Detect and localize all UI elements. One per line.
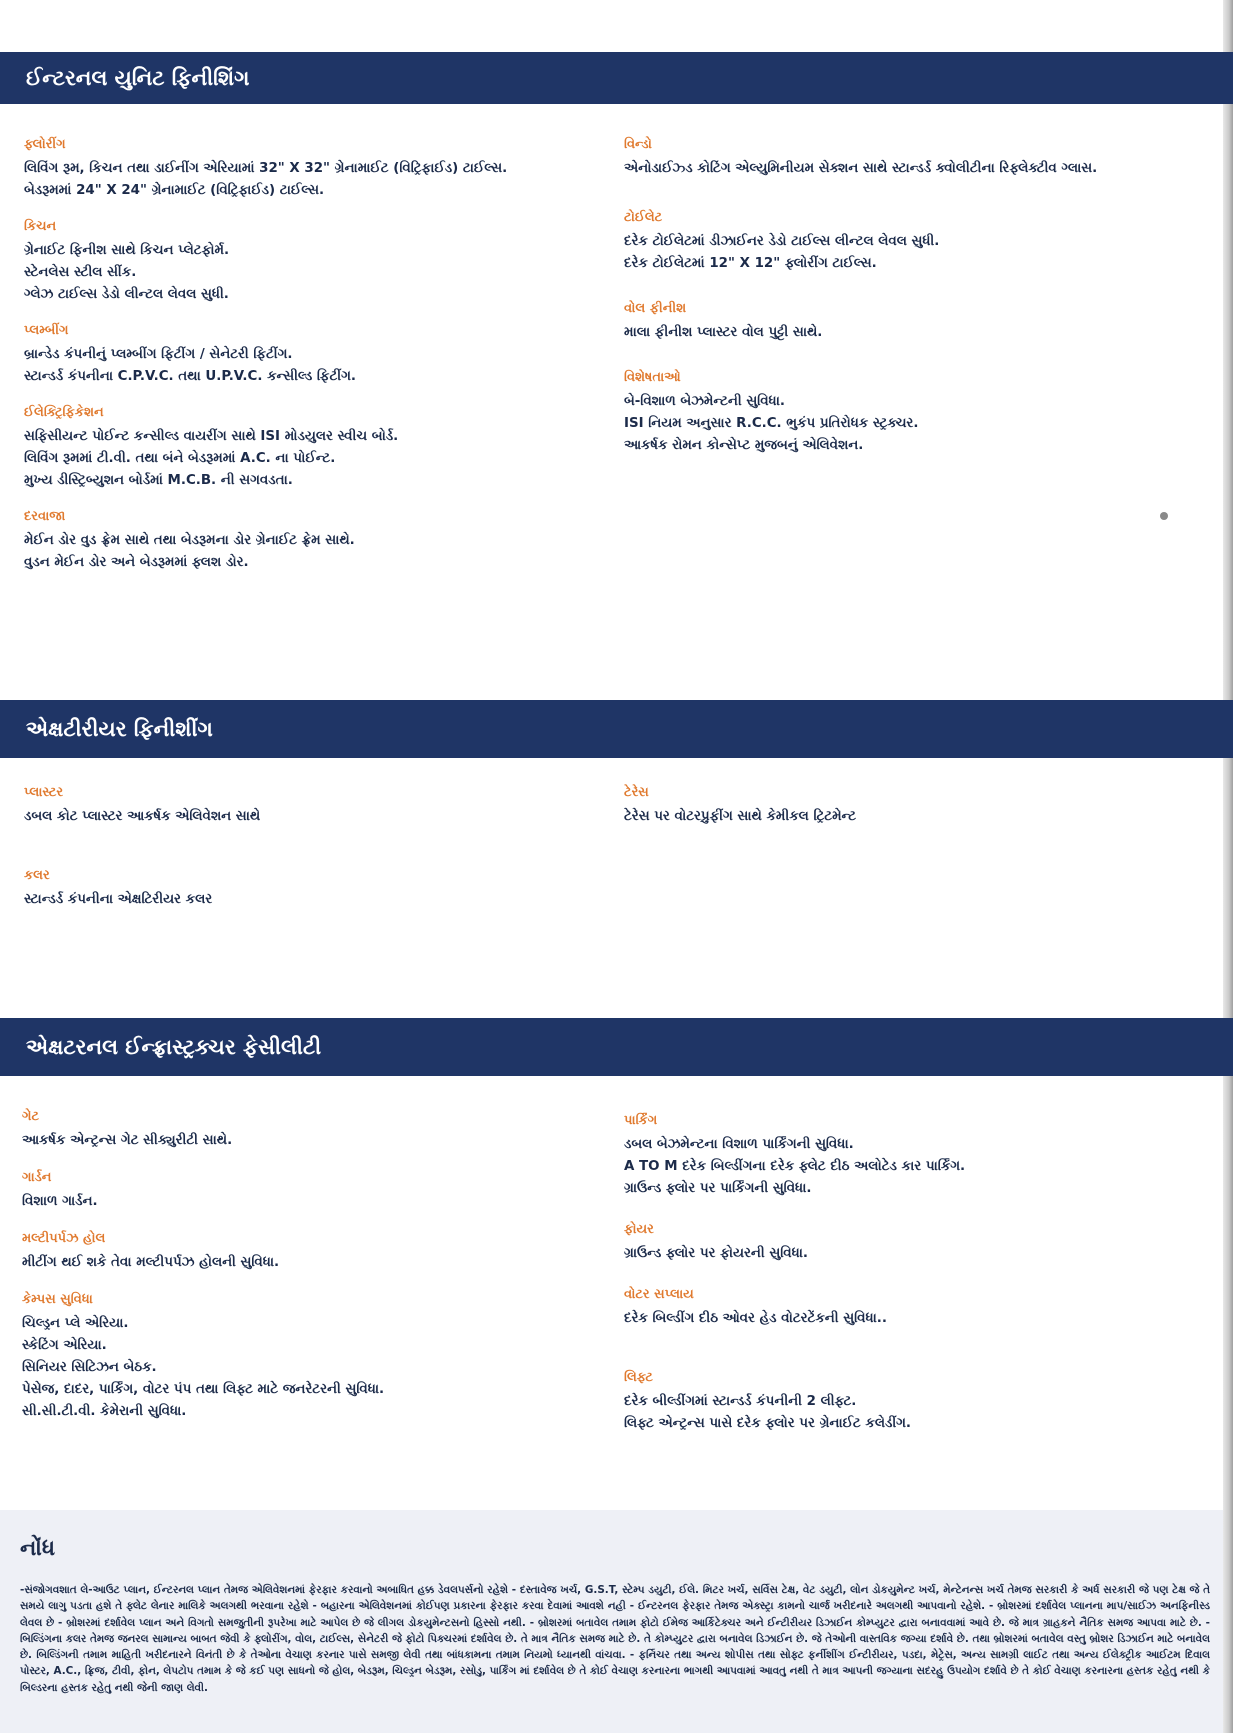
spec-line: દરેક બીલ્ડીંગમાં સ્ટાન્ડર્ડ કંપનીની 2 લીફ્ટ. [624, 1394, 857, 1409]
spec-line: બેડરૂમમાં 24" X 24" ગ્રેનામાઈટ (વિટ્રિફાઈડ) ટાઈલ્સ. [24, 183, 325, 198]
spec-heading: પ્લમ્બીંગ [24, 323, 69, 338]
page-edge-shadow [1223, 0, 1233, 1733]
external-infrastructure-right-column [624, 1113, 965, 1452]
spec-line: મુખ્ય ડીસ્ટ્રિબ્યુશન બોર્ડમાં M.C.B. ની સગવડતા. [24, 473, 293, 488]
spec-item-wall-finish [624, 301, 1097, 344]
spec-heading: પાર્કિંગ [624, 1113, 658, 1128]
spec-heading: મલ્ટીપર્પઝ હોલ [22, 1231, 106, 1246]
paper-speck [1160, 512, 1168, 520]
section-title: એક્ષટરનલ ઈન્ફ્રાસ્ટ્રક્ચર ફેસીલીટી [26, 1034, 322, 1059]
spec-item-plumbing [24, 323, 507, 388]
notes-body: -સંજોગવશાત લે-આઉટ પ્લાન, ઈન્ટરનલ પ્લાન તેમજ એલિવેશનમાં ફેરફાર કરવાનો અબાધિત હક્ક ડેવલપર્સનો રહેશે - દસ્તાવેજ ખર્ચ, G.S.T, સ્ટેમ્પ ડયુટી, ઈલે. મિટર ખર્ચ, સર્વિસ ટેક્ષ, વેટ ડયુટી, લોન ડોકયુમેન્ટ ખર્ચ, મેન્ટેનન્સ ખર્ચ તેમજ સરકારી કે અર્ધ સરકારી જે પણ ટેક્ષ જે તે સમયે લાગુ પડતા હશે તે ફ્લેટ લેનાર માલિકે અલગથી ભરવાના રહેશે - બહારના એલિવેશનમાં કોઈપણ પ્રકારના ફેરફાર કરવા દેવામાં આવશે નહી - ઈન્ટરનલ ફેરફાર તેમજ એક્સ્ટ્રા કામનો ચાર્જ ખરીદનારે અલગથી આપવાનો રહેશે. - બ્રોશરમાં દર્શાવેલ પ્લાનના માપ/સાઈઝ અનફિનીસ્ડ લેવલ છે - બ્રોશરમાં દર્શાવેલ પ્લાન અને વિગતો સમજુતીની રૂપરેખા માટે આપેલ છે જે લીગલ ડોકયુમેન્ટસનો હિસ્સો નથી. - બ્રોશરમાં બતાવેલ તમામ ફોટો ઈમેજ આર્કિટેક્ચર અને ઈન્ટીરીયર ડિઝાઈન કોમ્પ્યુટર દ્વારા બનાવવામાં આવે છે. જે માત્ર ગ્રાહકને નૈતિક સમજ આપવા માટે છે. - બિલ્ડિંગના કલર તેમજ જનરલ સામાન્ય બાબત જેવી કે ફ્લોરીંગ, વોલ, ટાઈલ્સ, સેનેટરી જે ફોટો પિક્ચરમાં દર્શાવેલ છે. તે માત્ર નૈતિક સમજ માટે છે. તે કોમ્પ્યુટર દ્વારા બનાવેલ ડિઝાઈન છે. જે તેઓની વાસ્તવિક જગ્યા દર્શાવે છે. તથા બ્રોશરમાં બતાવેલ વસ્તુ બ્રોશર ડિઝાઈન માટે બનાવેલ છે. બિલ્ડિંગની તમામ માહિતી ખરીદનારને વિનંતી છે કે તેઓના વેચાણ કરનાર પાસે સમજી લેવી તથા બાંધકામના તમામ નિયમો ધ્યાનથી વાંચવા. - ફર્નિચર તથા અન્ય શોપીસ તથા સોફ્ટ ફર્નીશીંગ ઈન્ટીરીયર, પડદા, મેટ્રેસ, અન્ય સામગ્રી લાઈટ તથા અન્ય ઈલેક્ટ્રીક આઈટમ દિવાલ પોસ્ટર, A.C., ફ્રિજ, ટીવી, ફોન, લેપટોપ તમામ કે જે કઈ પણ સાધનો જે હોલ, બેડરૂમ, ચિલ્ડ્રન બેડરૂમ, રસોડુ, પાર્કિંગ માં દર્શાવેલ છે તે કોઈ વેચાણ કરનારના ભાગથી આપવામાં આવતુ નથી તે માત્ર આપની જગ્યાના સદરહુ ઉપયોગ દર્શાવે છે તે કોઈ વેચાણ કરનારના હસ્તક રહેતુ નથી કે બિલ્ડરના હસ્તક રહેતુ નથી જેની જાણ લેવી. [20, 1584, 1210, 1694]
spec-item-garden [22, 1170, 384, 1213]
spec-line: લિવિંગ રૂમ, કિચન તથા ડાઈનીંગ એરિયામાં 32" X 32" ગ્રેનામાઈટ (વિટ્રિફાઈડ) ટાઈલ્સ. [24, 161, 508, 176]
spec-line: વિશાળ ગાર્ડન. [22, 1194, 98, 1209]
spec-line: સ્ટેનલેસ સ્ટીલ સીંક. [24, 265, 137, 280]
spec-heading: ફોયર [624, 1222, 654, 1237]
spec-line: ડબલ બેઝમેન્ટના વિશાળ પાર્કિંગની સુવિધા. [624, 1137, 854, 1152]
spec-line: બે-વિશાળ બેઝમેન્ટની સુવિધા. [624, 394, 785, 409]
spec-line: ચિલ્ડ્રન પ્લે એરિયા. [22, 1316, 129, 1331]
spec-line: બ્રાન્ડેડ કંપનીનું પ્લમ્બીંગ ફિટીંગ / સેનેટરી ફિટીંગ. [24, 347, 293, 362]
spec-line: સિનિયર સિટિઝન બેઠક. [22, 1360, 157, 1375]
spec-heading: લિફ્ટ [624, 1370, 653, 1385]
spec-line: ગ્લેઝ ટાઈલ્સ ડેડો લીન્ટલ લેવલ સુધી. [24, 287, 229, 302]
spec-line: દરેક બિલ્ડીંગ દીઠ ઓવર હેડ વોટરટેંકની સુવિધા.. [624, 1311, 887, 1326]
spec-item-gate [22, 1109, 384, 1152]
spec-line: સ્ટાન્ડર્ડ કંપનીના C.P.V.C. તથા U.P.V.C. કન્સીલ્ડ ફિટીંગ. [24, 369, 356, 384]
spec-line: સ્ટાન્ડર્ડ કંપનીના એક્ષટિરીયર કલર [24, 892, 213, 907]
spec-heading: કલર [24, 868, 50, 883]
spec-line: માલા ફીનીશ પ્લાસ્ટર વોલ પુટ્ટી સાથે. [624, 325, 823, 340]
spec-line: A TO M દરેક બિલ્ડીંગના દરેક ફ્લેટ દીઠ અલોટેડ કાર પાર્કિંગ. [624, 1159, 966, 1174]
spec-item-window [624, 137, 1097, 180]
spec-item-colour [24, 868, 260, 911]
spec-item-lift [624, 1370, 965, 1435]
spec-line: આકર્ષક રોમન કોન્સેપ્ટ મુજબનું એલિવેશન. [624, 438, 864, 453]
spec-item-electrification [24, 405, 507, 492]
spec-heading: ગેટ [22, 1109, 40, 1124]
spec-heading: વોલ ફીનીશ [624, 301, 687, 316]
spec-line: મીટીંગ થઈ શકે તેવા મલ્ટીપર્પઝ હોલની સુવિધા. [22, 1255, 280, 1270]
spec-item-flooring [24, 137, 507, 202]
spec-line: પેસેજ, દાદર, પાર્કિંગ, વોટર પંપ તથા લિફ્ટ માટે જનરેટરની સુવિધા. [22, 1382, 385, 1397]
spec-line: દરેક ટોઈલેટમાં 12" X 12" ફ્લોરીંગ ટાઈલ્સ. [624, 256, 877, 271]
section-band-exterior-finishing [0, 700, 1233, 758]
spec-line: ISI નિયમ અનુસાર R.C.C. ભુકંપ પ્રતિરોધક સ્ટ્રક્ચર. [624, 416, 919, 431]
section-title: ઈન્ટરનલ યુનિટ ફિનીશિંગ [26, 65, 250, 90]
spec-heading: ટેરેસ [624, 785, 649, 800]
spec-item-features [624, 370, 1097, 457]
spec-line: ગ્રેનાઈટ ફિનીશ સાથે કિચન પ્લેટફોર્મ. [24, 243, 230, 258]
spec-line: લિવિંગ રૂમમાં ટી.વી. તથા બંને બેડરૂમમાં A.C. ના પોઈન્ટ. [24, 451, 336, 466]
spec-heading: વિન્ડો [624, 137, 652, 152]
spec-line: મેઈન ડોર વુડ ફ્રેમ સાથે તથા બેડરૂમના ડોર ગ્રેનાઈટ ફ્રેમ સાથે. [24, 533, 355, 548]
spec-heading: ગાર્ડન [22, 1170, 52, 1185]
spec-line: આકર્ષક એન્ટ્રન્સ ગેટ સીક્યુરીટી સાથે. [22, 1133, 233, 1148]
spec-line: એનોડાઈઝ્ડ કોટિંગ એલ્યુમિનીયમ સેક્શન સાથે સ્ટાન્ડર્ડ ક્વોલીટીના રિફ્લેક્ટીવ ગ્લાસ. [624, 161, 1098, 176]
internal-finishing-right-column [624, 137, 1097, 474]
spec-heading: ઈલેક્ટ્રિફિકેશન [24, 405, 104, 420]
section-band-external-infrastructure [0, 1018, 1233, 1076]
section-title: એક્ષટીરીયર ફિનીશીંગ [26, 716, 213, 741]
spec-item-doors [24, 509, 507, 574]
spec-item-terrace [624, 785, 856, 828]
spec-heading: કિચન [24, 219, 57, 234]
external-infrastructure-left-column [22, 1109, 384, 1440]
spec-line: દરેક ટોઈલેટમાં ડીઝાઈનર ડેડો ટાઈલ્સ લીન્ટલ લેવલ સુધી. [624, 234, 940, 249]
spec-heading: ટોઈલેટ [624, 210, 663, 225]
spec-line: સફિસીયન્ટ પોઈન્ટ કન્સીલ્ડ વાયરીંગ સાથે ISI મોડયુલર સ્વીચ બોર્ડ. [24, 429, 399, 444]
spec-item-multipurpose-hall [22, 1231, 384, 1274]
spec-line: લિફ્ટ એન્ટ્રન્સ પાસે દરેક ફ્લોર પર ગ્રેનાઈટ કલેડીંગ. [624, 1416, 912, 1431]
exterior-finishing-right-column [624, 785, 856, 845]
spec-line: ગ્રાઉન્ડ ફ્લોર પર ફોયરની સુવિધા. [624, 1246, 809, 1261]
section-band-internal-finishing [0, 52, 1233, 104]
spec-line: સ્કેટિંગ એરિયા. [22, 1338, 107, 1353]
spec-line: ટેરેસ પર વોટરપ્રુફીંગ સાથે કેમીકલ ટ્રિટમેન્ટ [624, 809, 857, 824]
spec-item-campus-facility [22, 1292, 384, 1423]
internal-finishing-left-column [24, 137, 507, 591]
notes-title: નોંધ [20, 1536, 56, 1561]
exterior-finishing-left-column [24, 785, 260, 928]
spec-item-toilet [624, 210, 1097, 275]
spec-heading: દરવાજા [24, 509, 66, 524]
spec-heading: વોટર સપ્લાય [624, 1287, 694, 1302]
spec-heading: કેમ્પસ સુવિધા [22, 1292, 93, 1307]
notes-panel [0, 1510, 1223, 1733]
spec-line: ગ્રાઉન્ડ ફ્લોર પર પાર્કિંગની સુવિધા. [624, 1181, 812, 1196]
spec-item-foyer [624, 1222, 965, 1265]
spec-heading: પ્લાસ્ટર [24, 785, 64, 800]
spec-heading: વિશેષતાઓ [624, 370, 681, 385]
spec-item-kitchen [24, 219, 507, 306]
spec-item-plaster [24, 785, 260, 828]
spec-item-water-supply [624, 1287, 965, 1330]
spec-line: વુડન મેઈન ડોર અને બેડરૂમમાં ફ્લશ ડોર. [24, 555, 249, 570]
spec-line: ડબલ કોટ પ્લાસ્ટર આકર્ષક એલિવેશન સાથે [24, 809, 261, 824]
spec-heading: ફ્લોરીંગ [24, 137, 66, 152]
spec-item-parking [624, 1113, 965, 1200]
spec-line: સી.સી.ટી.વી. કેમેરાની સુવિધા. [22, 1404, 187, 1419]
